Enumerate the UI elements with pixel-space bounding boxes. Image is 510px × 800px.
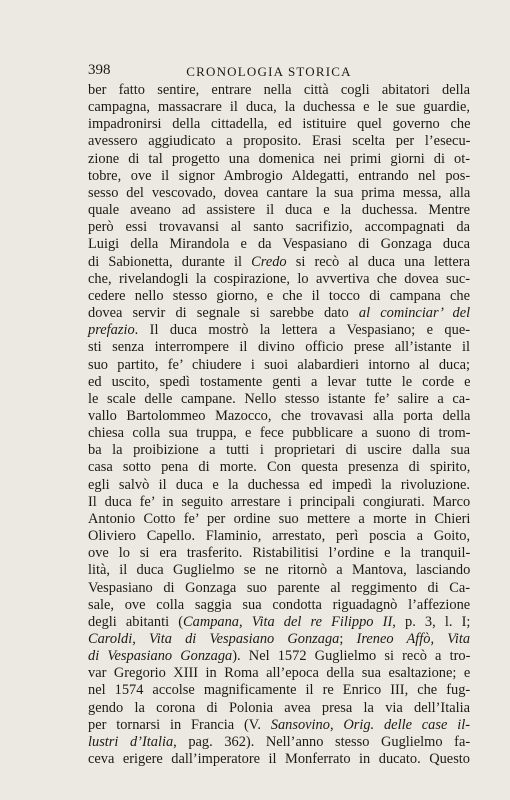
text-line xyxy=(88,648,470,665)
text-line xyxy=(88,494,470,511)
text-segment: dovea servir di segnale si sarebbe dato xyxy=(88,305,359,322)
text-line xyxy=(88,202,470,219)
italic-text: di Vespasiano Gonzaga xyxy=(88,648,233,665)
text-segment: , p. 3, l. I; xyxy=(392,613,471,630)
text-segment: che, rivelandogli la cospirazione, lo avvertiva che dovea suc- xyxy=(88,270,470,287)
italic-text: al cominciar’ del xyxy=(358,305,471,322)
text-line xyxy=(88,734,470,751)
text-segment: sti senza interrompere il divino officio prese all’istante il xyxy=(88,339,470,356)
text-line xyxy=(88,511,470,528)
italic-text: Campana, Vita del re Filippo II xyxy=(183,613,393,630)
text-segment: vallo Bartolommeo Mazocco, che trovavasi alla porta della xyxy=(88,407,471,424)
text-line xyxy=(88,116,470,133)
page-header xyxy=(88,62,450,82)
text-line xyxy=(88,700,470,717)
text-segment: tobre, ove il signor Ambrogio Aldegatti, entrando nel pos- xyxy=(88,167,471,184)
text-line xyxy=(88,545,470,562)
text-line xyxy=(88,151,470,168)
text-line xyxy=(88,528,470,545)
text-segment: Oliviero Capello. Flaminio, arrestato, perì poscia a Goito, xyxy=(88,528,471,545)
text-line xyxy=(88,717,470,734)
text-line xyxy=(88,665,470,682)
text-line xyxy=(88,562,470,579)
text-segment: ed uscito, spedì tostamente genti a levar tutte le corde e xyxy=(88,373,471,390)
text-line xyxy=(88,408,470,425)
text-segment: suo partito, fe’ chiudere i suoi alabardieri intorno al duca; xyxy=(88,356,470,373)
text-line xyxy=(88,580,470,597)
text-line xyxy=(88,614,470,631)
text-segment: egli salvò il duca e la duchessa ed impedì la rivoluzione. xyxy=(88,476,470,493)
text-segment: casa sotto pena di morte. Con questa presenza di spirito, xyxy=(88,459,471,476)
text-segment: ; xyxy=(339,631,357,647)
text-line xyxy=(88,751,470,768)
page-number: 398 xyxy=(88,62,111,78)
text-segment: impadronirsi della cittadella, ed istituire quel governo che xyxy=(88,116,471,133)
text-segment: zione di tal progetto una domenica nei primi giorni di ot- xyxy=(88,150,470,167)
text-segment: , pag. 362). Nell’anno stesso Guglielmo fa- xyxy=(173,733,471,750)
italic-text: Sansovino, Orig. delle case il- xyxy=(270,716,470,733)
text-line xyxy=(88,271,470,288)
text-segment: cedere nello stesso giorno, e che il tocco di campana che xyxy=(88,287,470,304)
text-segment: ber fatto sentire, entrare nella città cogli abitatori della xyxy=(88,82,470,98)
text-line xyxy=(88,339,470,356)
text-segment: avessero aggiudicato a proposito. Erasi scelta per l’esecu- xyxy=(88,133,471,150)
text-line xyxy=(88,168,470,185)
text-line xyxy=(88,357,470,374)
text-line xyxy=(88,236,470,253)
italic-text: Caroldi, Vita di Vespasiano Gonzaga xyxy=(88,631,340,647)
text-segment: Luigi della Mirandola e da Vespasiano di Gonzaga duca xyxy=(88,236,470,253)
text-segment: per tornarsi in Francia (V. xyxy=(88,716,271,733)
text-line xyxy=(88,219,470,236)
text-segment: nel 1574 accolse magnificamente il re Enrico III, che fug- xyxy=(88,682,471,699)
text-line xyxy=(88,254,470,271)
text-line xyxy=(88,322,470,339)
text-segment: sale, ove colla saggia sua condotta riguadagnò l’affezione xyxy=(88,596,471,613)
text-line xyxy=(88,133,470,150)
italic-text: prefazio xyxy=(88,322,135,339)
italic-text: Ireneo Affò, Vita xyxy=(356,631,471,647)
text-segment: ove lo si era trasferito. Ristabilitisi l’ordine e la tranquil- xyxy=(88,545,471,562)
text-line xyxy=(88,477,470,494)
text-segment: Vespasiano di Gonzaga suo parente al reggimento di Ca- xyxy=(88,579,471,596)
italic-text: lustri d’Italia xyxy=(88,733,174,750)
text-segment: di Sabionetta, durante il xyxy=(88,253,252,270)
text-segment: gendo la corona di Polonia avea presa la via dell’Italia xyxy=(88,699,470,716)
text-line xyxy=(88,459,470,476)
text-segment: sesso del vescovado, dovea cantare la sua prima messa, alla xyxy=(88,184,471,201)
text-segment: le scale delle campane. Nello stesso istante fe’ salire a ca- xyxy=(88,390,470,407)
running-title: CRONOLOGIA STORICA xyxy=(186,64,352,79)
text-segment: ba la proibizione a tutti i proprietari di uscire dalla sua xyxy=(88,442,470,459)
text-line xyxy=(88,442,470,459)
body-text xyxy=(88,82,470,768)
text-line xyxy=(88,374,470,391)
text-line xyxy=(88,425,470,442)
text-segment: . Il duca mostrò la lettera a Vespasiano; e que- xyxy=(134,322,470,339)
text-line xyxy=(88,682,470,699)
italic-text: Credo xyxy=(251,253,287,270)
text-segment: chiesa colla sua truppa, e fece pubblicare a suono di trom- xyxy=(88,425,471,442)
text-line xyxy=(88,185,470,202)
text-line xyxy=(88,391,470,408)
text-line xyxy=(88,99,470,116)
text-segment: campagna, massacrare il duca, la duchessa e le sue guardie, xyxy=(88,99,470,116)
text-segment: quale aveano ad assistere il duca e la duchessa. Mentre xyxy=(88,202,470,219)
text-segment: ). Nel 1572 Guglielmo si recò a tro- xyxy=(232,648,471,665)
text-line xyxy=(88,288,470,305)
text-segment: però essi trovavansi al santo sacrifizio, accompagnati da xyxy=(88,219,470,236)
text-segment: ceva erigere dall’imperatore il Monferrato in ducato. Questo xyxy=(88,751,470,768)
text-line xyxy=(88,597,470,614)
text-segment: Antonio Cotto fe’ per ordine suo mettere a morte in Chieri xyxy=(88,510,471,527)
text-segment: degli abitanti ( xyxy=(88,613,184,630)
text-line xyxy=(88,631,470,648)
text-segment: var Gregorio XIII in Roma all’epoca della sua esaltazione; e xyxy=(88,665,471,682)
text-line xyxy=(88,82,470,99)
text-line xyxy=(88,305,470,322)
text-segment: lità, il duca Guglielmo se ne ritornò a Mantova, lasciando xyxy=(88,562,471,579)
text-segment: Il duca fe’ in seguito arrestare i principali congiurati. Marco xyxy=(88,493,471,510)
text-segment: si recò al duca una lettera xyxy=(286,253,470,270)
